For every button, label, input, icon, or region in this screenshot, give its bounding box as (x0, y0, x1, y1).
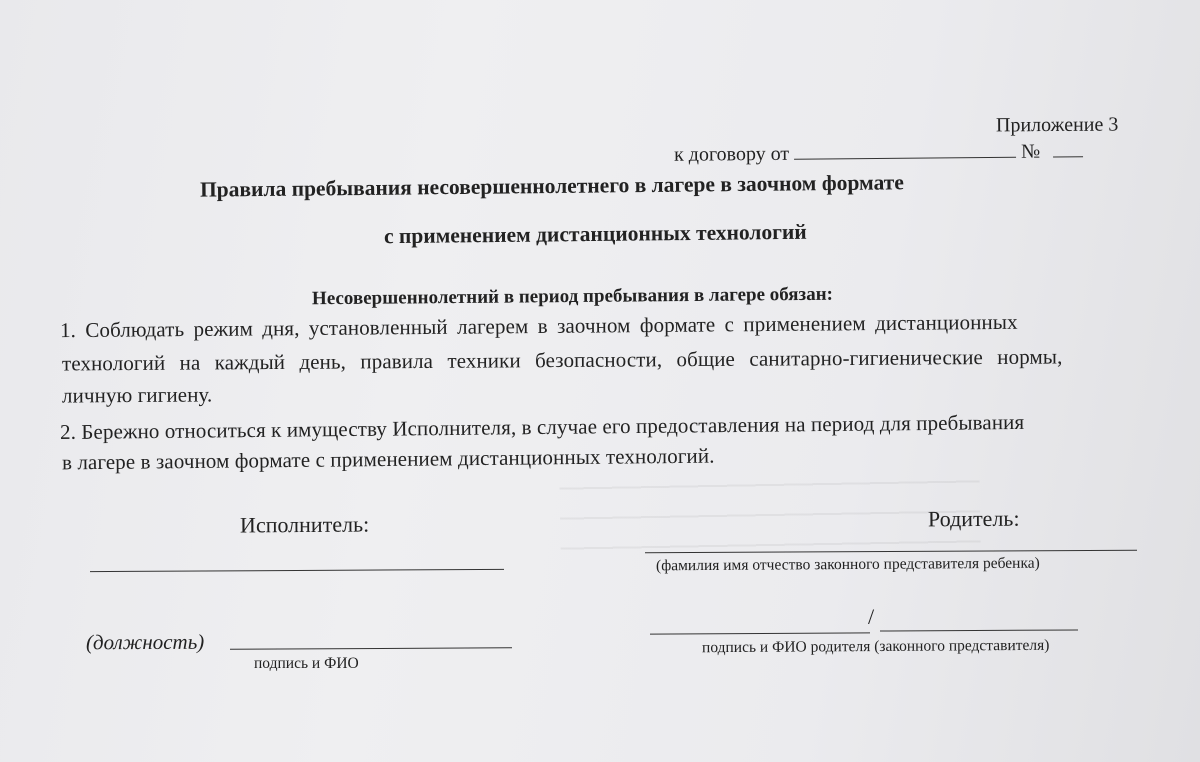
parent-sign-caption: подпись и ФИО родителя (законного представителя) (701, 636, 1050, 657)
signature-separator: / (868, 604, 875, 629)
executor-sign-caption: подпись и ФИО (254, 655, 359, 672)
contract-date-blank (794, 139, 1016, 160)
parent-signature-line (650, 632, 870, 634)
executor-position-line (230, 647, 512, 649)
body-line-3: личную гигиену. (61, 382, 213, 408)
executor-signature-line (90, 569, 504, 572)
body-line-2: технологий на каждый день, правила техники безопасности, общие санитарно-гигиенические нормы, (61, 344, 1063, 376)
body-line-5: в лагере в заочном формате с применением дистанционных технологий. (61, 443, 715, 475)
parent-name-line (645, 550, 1137, 554)
executor-title: Исполнитель: (239, 511, 370, 538)
appendix-label: Приложение 3 (995, 113, 1119, 137)
parent-title: Родитель: (927, 505, 1020, 532)
parent-name-caption: (фамилия имя отчество законного представителя ребенка) (655, 554, 1040, 575)
document-title-line-1: Правила пребывания несовершеннолетнего в лагере в заочном формате (199, 170, 904, 202)
body-line-1: 1. Соблюдать режим дня, установленный лагерем в заочном формате с применением дистанционных (59, 309, 1018, 343)
position-label: (должность) (85, 629, 205, 655)
contract-prefix: к договору от (673, 142, 790, 166)
obligations-heading: Несовершеннолетний в период пребывания в лагере обязан: (311, 283, 834, 310)
contract-number-blank (1053, 138, 1083, 157)
body-line-4: 2. Бережно относиться к имуществу Исполнителя, в случае его предоставления на период для пребывания (59, 409, 1025, 445)
document-title-line-2: с применением дистанционных технологий (383, 219, 807, 249)
contract-reference (674, 138, 1083, 167)
number-sign: № (1021, 140, 1041, 163)
parent-fio-line (880, 629, 1078, 631)
